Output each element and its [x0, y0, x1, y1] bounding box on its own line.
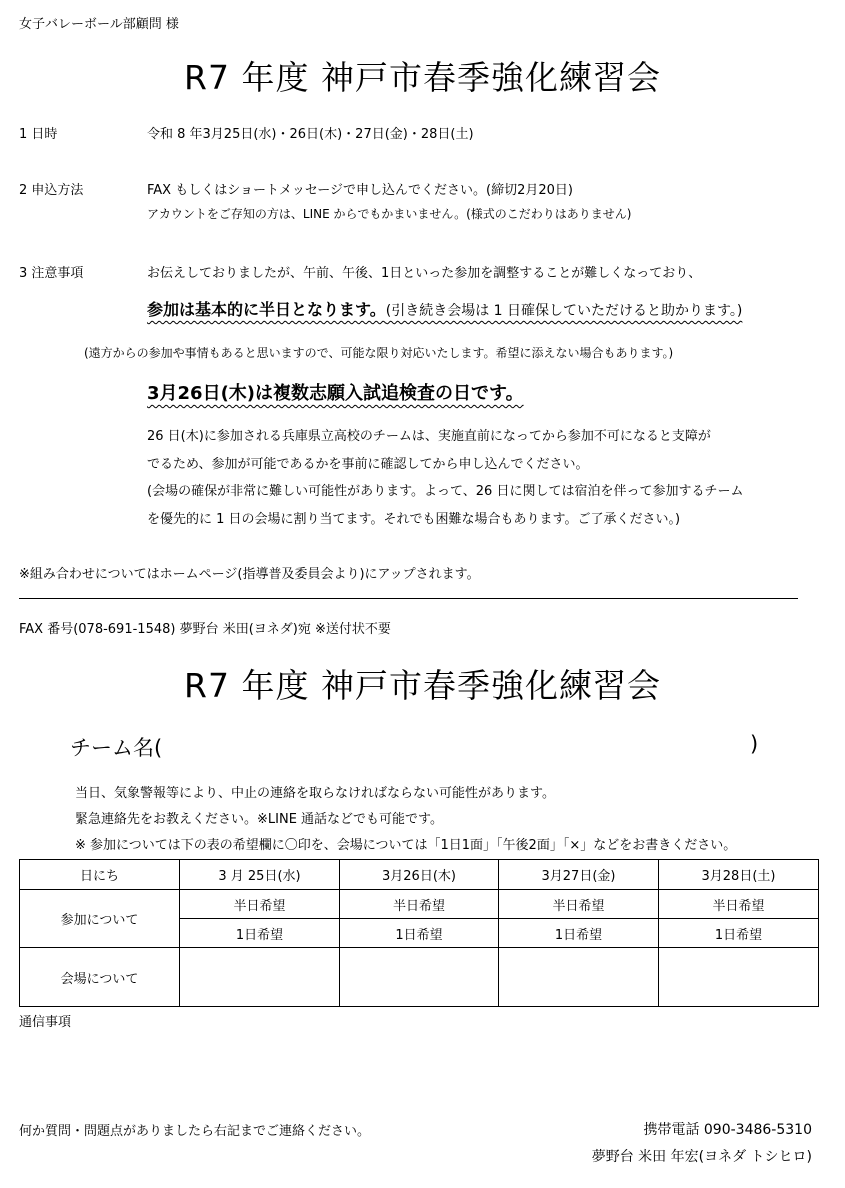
venue-input-cell[interactable] [180, 948, 340, 1007]
section3-emphasis2: 3月26日(木)は複数志願入試追検査の日です。 [147, 383, 524, 404]
date-cell: 3月26日(木) [340, 860, 499, 890]
date-cell: 3月27日(金) [499, 860, 659, 890]
full-day-option[interactable]: 1日希望 [659, 919, 819, 948]
form-note: 当日、気象警報等により、中止の連絡を取らなければならない可能性があります。 [75, 786, 555, 801]
section3-emphasis1-note: (引き続き会場は 1 日確保していただけると助かります。) [385, 303, 743, 319]
homepage-note: ※組み合わせについてはホームページ(指導普及委員会より)にアップされます。 [19, 567, 480, 582]
section3-label: 3 注意事項 [19, 266, 84, 281]
venue-input-cell[interactable] [659, 948, 819, 1007]
divider [19, 598, 798, 599]
date-header: 日にち [20, 860, 180, 890]
fax-line: FAX 番号(078-691-1548) 夢野台 米田(ヨネダ)宛 ※送付状不要 [19, 622, 391, 637]
half-day-option[interactable]: 半日希望 [659, 890, 819, 919]
section2-line2: アカウントをご存知の方は、LINE からでもかまいません。(様式のこだわりはありません) [147, 207, 632, 221]
section3-para-line: でるため、参加が可能であるかを事前に確認してから申し込んでください。 [147, 457, 589, 472]
correspondence-label: 通信事項 [19, 1015, 72, 1030]
date-cell: 3 月 25日(水) [180, 860, 340, 890]
venue-label: 会場について [20, 948, 180, 1007]
venue-input-cell[interactable] [340, 948, 499, 1007]
section3-emphasis1: 参加は基本的に半日となります。 [147, 300, 386, 319]
contact-phone: 携帯電話 090-3486-5310 [643, 1122, 812, 1138]
section2-line1: FAX もしくはショートメッセージで申し込んでください。(締切2月20日) [147, 183, 574, 198]
contact-name: 夢野台 米田 年宏(ヨネダ トシヒロ) [591, 1149, 812, 1165]
page-title: R7 年度 神戸市春季強化練習会 [184, 58, 661, 97]
half-day-option[interactable]: 半日希望 [340, 890, 499, 919]
full-day-option[interactable]: 1日希望 [340, 919, 499, 948]
form-title: R7 年度 神戸市春季強化練習会 [184, 666, 661, 705]
contact-note: 何か質問・問題点がありましたら右記までご連絡ください。 [19, 1124, 371, 1139]
venue-row [20, 948, 819, 1007]
section3-line1: お伝えしておりましたが、午前、午後、1日といった参加を調整することが難しくなっており、 [147, 266, 702, 281]
participation-label: 参加について [20, 890, 180, 948]
section2-label: 2 申込方法 [19, 183, 84, 198]
form-note: 緊急連絡先をお教えください。※LINE 通話などでも可能です。 [75, 812, 444, 827]
team-name-label: チーム名( [70, 736, 163, 760]
half-day-option[interactable]: 半日希望 [499, 890, 659, 919]
section3-line3: (遠方からの参加や事情もあると思いますので、可能な限り対応いたします。希望に添えない場合もあります。) [84, 346, 674, 360]
team-name-close: ) [750, 732, 759, 756]
venue-input-cell[interactable] [499, 948, 659, 1007]
schedule-table [19, 859, 819, 1007]
addressee: 女子バレーボール部顧問 様 [19, 17, 179, 32]
section1-date: 令和 8 年3月25日(水)・26日(木)・27日(金)・28日(土) [147, 127, 474, 142]
full-day-option[interactable]: 1日希望 [499, 919, 659, 948]
table-header-row [20, 860, 819, 890]
half-day-option[interactable]: 半日希望 [180, 890, 340, 919]
section3-para-line: を優先的に 1 日の会場に割り当てます。それでも困難な場合もあります。ご了承ください。) [147, 512, 681, 527]
section3-emphasis1-row [147, 297, 742, 320]
participation-row [20, 890, 819, 919]
section3-para-line: (会場の確保が非常に難しい可能性があります。よって、26 日に関しては宿泊を伴って参加するチーム [147, 484, 744, 499]
section3-para-line: 26 日(木)に参加される兵庫県立高校のチームは、実施直前になってから参加不可になると支障が [147, 429, 711, 444]
form-note: ※ 参加については下の表の希望欄に〇印を、会場については「1日1面」「午後2面」「×」などをお書きください。 [75, 838, 737, 853]
section1-label: 1 日時 [19, 127, 58, 142]
date-cell: 3月28日(土) [659, 860, 819, 890]
full-day-option[interactable]: 1日希望 [180, 919, 340, 948]
